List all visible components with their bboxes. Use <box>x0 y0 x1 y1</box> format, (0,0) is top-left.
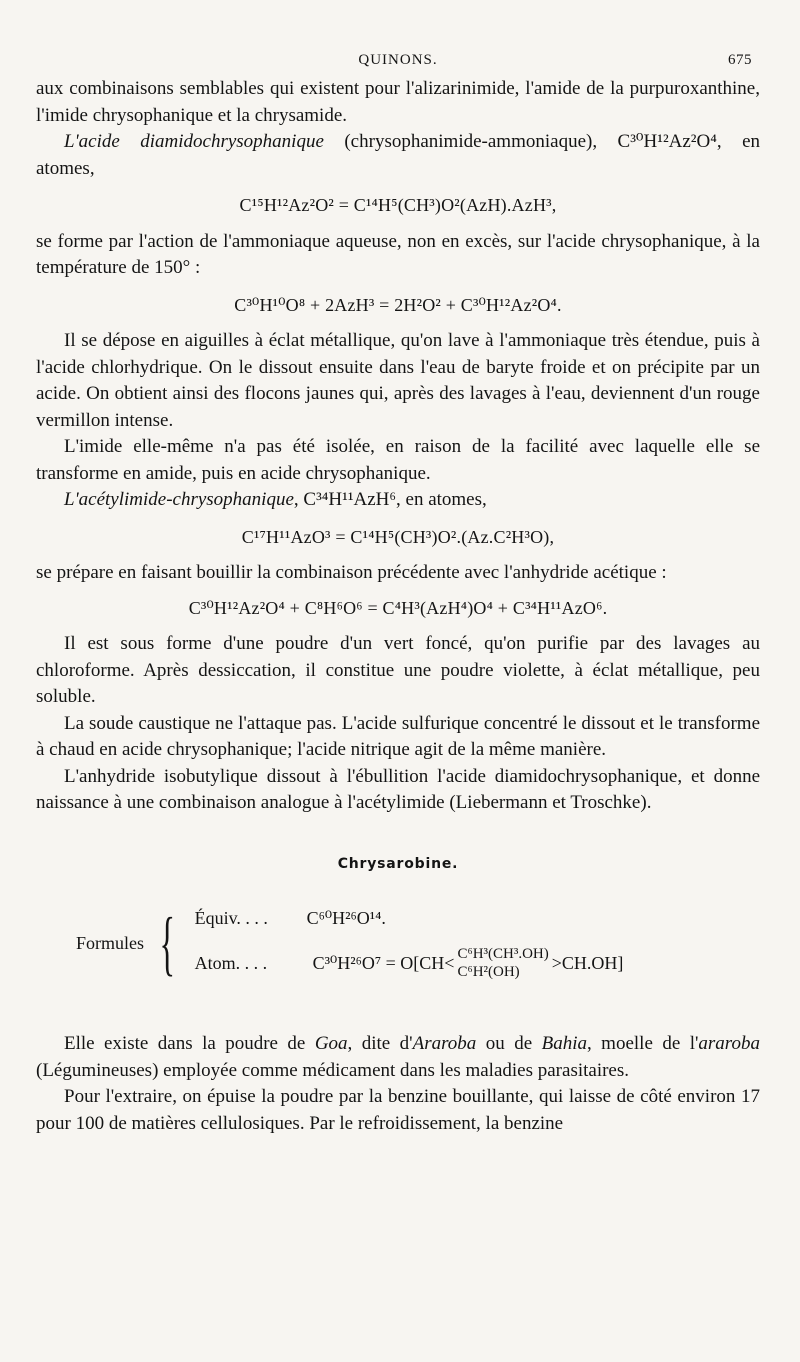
atom-formula-start: C³⁰H²⁶O⁷ = O[CH <box>312 953 445 973</box>
paragraph-8: Il est sous forme d'une poudre d'un vert foncé, qu'on purifie par des lavages au chloroforme. Après dessiccation, il constitue une poudre violette, à éclat métallique, peu soluble. <box>36 633 760 707</box>
bond-angle-right: > <box>551 953 562 973</box>
atom-formula-end: CH.OH] <box>561 953 624 973</box>
paragraph-9: La soude caustique ne l'attaque pas. L'acide sulfurique concentré le dissout et le transforme à chaud en acide chrysophanique; l'acide nitrique agit de la même manière. <box>36 712 760 760</box>
atom-structure <box>313 945 624 981</box>
paragraph-4: Il se dépose en aiguilles à éclat métallique, qu'on lave à l'ammoniaque très étendue, puis à l'acide chlorhydrique. On le dissout ensuite dans l'eau de baryte froide et on précipite par un acide. On obtient ainsi des flocons jaunes qui, après des lavages à l'eau, deviennent d'un rouge vermillon intense. <box>36 330 760 431</box>
atom-branch-top: C⁶H³(CH³.OH) <box>457 946 549 963</box>
p11-text-d: , moelle de l' <box>586 1033 699 1054</box>
formules-block <box>76 895 760 991</box>
term-bahia: Bahia <box>541 1033 587 1054</box>
section-title-chrysarobine: Chrysarobine. <box>337 855 459 872</box>
body-text <box>36 76 760 1137</box>
paragraph-2 <box>36 129 760 182</box>
paragraph-6-rest: , C³⁴H¹¹AzH⁶, en atomes, <box>293 489 487 510</box>
paragraph-3: se forme par l'action de l'ammoniaque aqueuse, non en excès, sur l'acide chrysophanique, à la température de 150° : <box>36 230 760 278</box>
p11-text-b: , dite d' <box>347 1033 413 1054</box>
equiv-label: Équiv. . . . <box>194 907 268 928</box>
paragraph-10: L'anhydride isobutylique dissout à l'ébullition l'acide diamidochrysophanique, et donne naissance à une combinaison analogue à l'acétylimide (Liebermann et Troschke). <box>36 765 760 813</box>
atom-branches <box>457 945 548 981</box>
term-goa: Goa <box>314 1033 348 1054</box>
p11-text-a: Elle existe dans la poudre de <box>64 1033 315 1054</box>
p11-text-e: (Légumineuses) employée comme médicament dans les maladies parasitaires. <box>36 1059 630 1081</box>
paragraph-1: aux combinaisons semblables qui existent pour l'alizarinimide, l'amide de la purpuroxanthine, l'imide chrysophanique et la chrysamide. <box>36 78 760 126</box>
page-number: 675 <box>728 52 752 68</box>
formula-4: C³⁰H¹²Az²O⁴ + C⁸H⁶O⁶ = C⁴H³(AzH⁴)O⁴ + C³⁴H¹¹AzO⁶. <box>188 597 608 618</box>
formules-rows <box>195 905 624 982</box>
formules-label: Formules <box>76 932 145 953</box>
p11-text-c: ou de <box>476 1033 542 1054</box>
formule-equiv-row <box>195 905 624 932</box>
brace-glyph: { <box>159 903 176 983</box>
paragraph-7: se prépare en faisant bouillir la combinaison précédente avec l'anhydride acétique : <box>36 562 667 583</box>
bond-angle-left: < <box>444 953 455 973</box>
formula-2: C³⁰H¹⁰O⁸ + 2AzH³ = 2H²O² + C³⁰H¹²Az²O⁴. <box>234 294 562 315</box>
term-araroba: Araroba <box>412 1033 477 1054</box>
paragraph-5: L'imide elle-même n'a pas été isolée, en raison de la facilité avec laquelle elle se transforme en amide, puis en acide chrysophanique. <box>36 436 760 484</box>
running-title: QUINONS. <box>358 52 438 68</box>
formula-1: C¹⁵H¹²Az²O² = C¹⁴H⁵(CH³)O²(AzH).AzH³, <box>239 195 557 215</box>
paragraph-2-rest: (chrysophanimide-ammoniaque), C³⁰H¹²Az²O⁴, en atomes, <box>36 131 760 179</box>
equiv-formula: C⁶⁰H²⁶O¹⁴. <box>306 907 386 928</box>
atom-branch-bottom: C⁶H²(OH) <box>457 964 520 981</box>
atom-label: Atom. . . . <box>194 953 268 973</box>
term-diamidochrysophanique: L'acide diamidochrysophanique <box>64 131 324 152</box>
term-araroba-2: araroba <box>698 1033 760 1054</box>
term-acetylimide: L'acétylimide-chrysophanique <box>64 489 294 510</box>
paragraph-12: Pour l'extraire, on épuise la poudre par la benzine bouillante, qui laisse de côté environ 17 pour 100 de matières cellulosiques. Par le refroidissement, la benzine <box>36 1086 760 1134</box>
formula-3: C¹⁷H¹¹AzO³ = C¹⁴H⁵(CH³)O².(Az.C²H³O), <box>241 526 555 547</box>
paragraph-6 <box>36 487 760 514</box>
paragraph-11 <box>36 1031 760 1084</box>
formule-atom-row <box>195 945 624 981</box>
running-head <box>36 52 760 76</box>
